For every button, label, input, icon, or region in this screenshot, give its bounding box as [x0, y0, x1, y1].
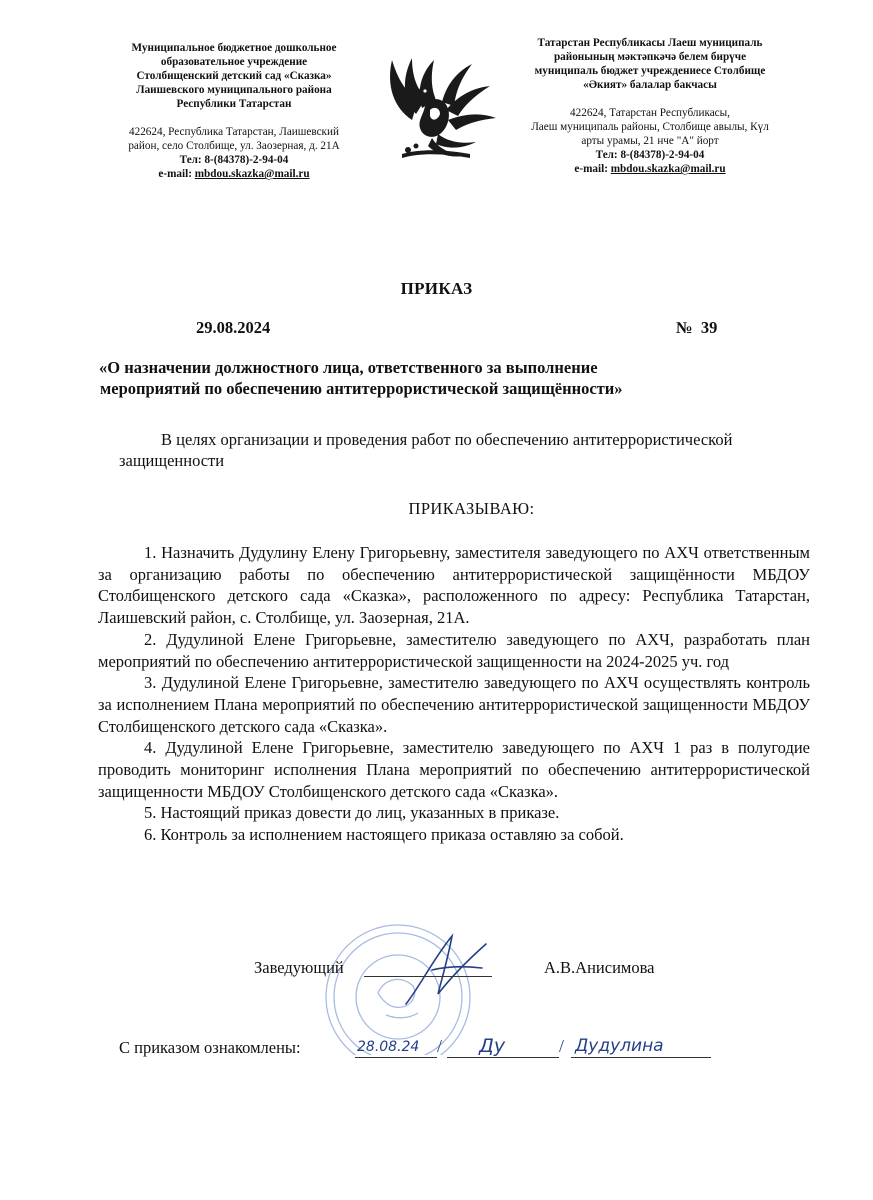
- order-item: [98, 824, 810, 846]
- order-item-number: 6.: [144, 825, 157, 845]
- header-left-address-line: район, село Столбище, ул. Заозерная, д. 21А: [128, 140, 340, 152]
- document-title: ПРИКАЗ: [400, 279, 473, 298]
- order-items: [98, 542, 810, 846]
- order-item-number: 1.: [144, 543, 157, 562]
- ack-name-line: [571, 1057, 711, 1058]
- header-right-email-label: e-mail:: [574, 163, 608, 175]
- signatory-row: [254, 958, 714, 982]
- header-right-org-line: «Әкият» балалар бакчасы: [583, 79, 717, 91]
- subject-line: «О назначении должностного лица, ответственного за выполнение: [99, 358, 598, 377]
- header-left-email-row: [88, 167, 380, 181]
- document-preamble: В целях организации и проведения работ по обеспечению антитеррористической защищенности: [119, 430, 733, 470]
- order-item-text: Назначить Дудулину Елену Григорьевну, заместителя заведующего по АХЧ ответственным за организацию работы по обеспечению антитеррористической защищённости МБДОУ Столбищенского детского сада «Сказка», расположенного по адресу: Республика Татарстан, Лаишевский район, с. Столбище, ул. Заозерная, 21А.: [98, 543, 810, 628]
- ack-date-line: [355, 1057, 437, 1058]
- signatory-name: А.В.Анисимова: [544, 958, 655, 977]
- signature-line: [364, 976, 492, 977]
- header-left-org-line: Столбищенский детский сад «Сказка»: [136, 70, 332, 82]
- ack-handwritten-name: Дудулина: [575, 1036, 664, 1056]
- order-item-text: Дудулиной Елене Григорьевне, заместителю заведующего по АХЧ, разработать план мероприятий по обеспечению антитеррористической защищенности на 2024-2025 уч. год: [98, 629, 811, 671]
- order-item-text: Дудулиной Елене Григорьевне, заместителю заведующего по АХЧ 1 раз в полугодие проводить мониторинг исполнения Плана мероприятий по обеспечению антитеррористической защищенности МБДОУ Столбищенского детского сада «Сказка».: [98, 738, 810, 801]
- header-right-address-line: 422624, Татарстан Республикасы,: [570, 107, 730, 119]
- order-item: [98, 802, 810, 824]
- header-right-org-line: муниципаль бюджет учреждениесе Столбище: [534, 65, 766, 77]
- header-left-email-label: e-mail:: [158, 168, 192, 180]
- order-item: [98, 672, 810, 737]
- header-left-org-line: образовательное учреждение: [160, 56, 308, 68]
- ack-handwritten-signature: Ду: [479, 1035, 506, 1057]
- header-right-org-line: Татарстан Республикасы Лаеш муниципаль: [537, 37, 763, 49]
- ack-signature-line: [447, 1057, 559, 1058]
- order-item-number: 2.: [144, 629, 157, 649]
- header-left-org-line: Республики Татарстан: [176, 98, 292, 110]
- order-item-number: 4.: [144, 738, 157, 758]
- order-item: [98, 629, 810, 672]
- header-left-org-line: Лаишевского муниципального района: [136, 84, 332, 96]
- document-date: 29.08.2024: [196, 318, 271, 337]
- header-left-org-line: Муниципальное бюджетное дошкольное: [131, 42, 337, 54]
- order-item-text: Дудулиной Елене Григорьевне, заместителю заведующего по АХЧ осуществлять контроль за исполнением Плана мероприятий по обеспечению антитеррористической защищенности МБДОУ Столбищенского детского сада «Сказка».: [98, 673, 810, 736]
- header-right-email-link[interactable]: mbdou.skazka@mail.ru: [610, 163, 726, 175]
- header-left-email-link[interactable]: mbdou.skazka@mail.ru: [194, 168, 310, 180]
- firebird-logo-icon: [372, 50, 504, 166]
- ack-handwritten-date: 28.08.24: [357, 1039, 420, 1055]
- header-right-address-line: Лаеш муниципаль районы, Столбище авылы, Күл: [531, 121, 769, 133]
- header-right-address-line: арты урамы, 21 нче "А" йорт: [581, 135, 719, 147]
- order-word: ПРИКАЗЫВАЮ:: [408, 499, 535, 518]
- order-item: [98, 737, 810, 802]
- ack-separator: /: [559, 1036, 565, 1056]
- order-item-number: 3.: [144, 673, 157, 693]
- signatory-role: Заведующий: [254, 958, 344, 977]
- header-right-org-line: районының мәктәпкәчә белем бирүче: [553, 51, 747, 63]
- header-left-phone: Тел: 8-(84378)-2-94-04: [179, 154, 289, 166]
- header-right: [490, 36, 810, 176]
- header-left-address-line: 422624, Республика Татарстан, Лаишевский: [129, 126, 339, 138]
- order-item-number: 5.: [144, 803, 157, 823]
- ack-separator: /: [437, 1036, 443, 1056]
- subject-line: мероприятий по обеспечению антитеррористической защищённости»: [100, 379, 623, 398]
- order-item-text: Настоящий приказ довести до лиц, указанных в приказе.: [160, 803, 560, 823]
- acknowledgement-label: С приказом ознакомлены:: [119, 1038, 301, 1057]
- document-subject: [99, 357, 759, 399]
- order-item: [98, 542, 810, 629]
- header-right-phone: Тел: 8-(84378)-2-94-04: [595, 149, 705, 161]
- order-item-text: Контроль за исполнением настоящего приказа оставляю за собой.: [160, 825, 624, 845]
- acknowledgement-row: [119, 1035, 739, 1064]
- header-left: [88, 41, 380, 181]
- header-right-email-row: [490, 162, 810, 176]
- document-number: № 39: [676, 318, 718, 337]
